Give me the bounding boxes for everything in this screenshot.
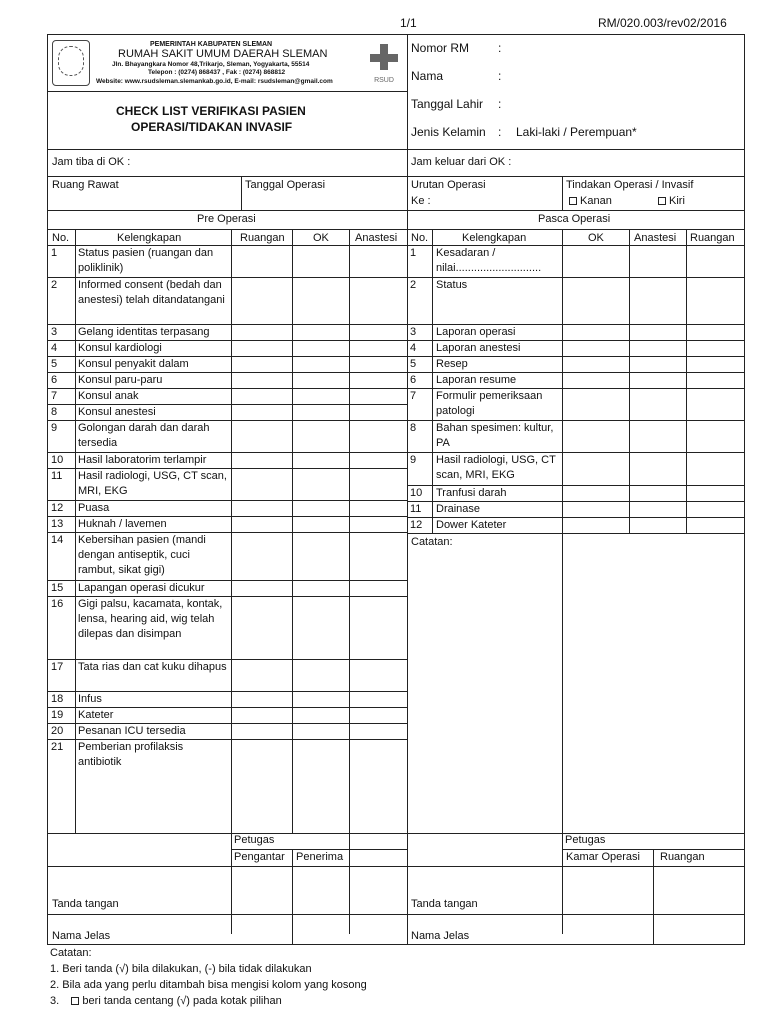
- rsud-logo-icon: [368, 42, 400, 84]
- row-item-text: Status: [436, 279, 468, 291]
- row-item-text: Tata rias dan cat kuku dihapus: [78, 661, 227, 673]
- footnote-3-number: 3.: [50, 995, 60, 1007]
- label-penerima: Penerima: [296, 851, 344, 863]
- row-number: 17: [51, 661, 64, 673]
- label-urutan-operasi: Urutan Operasi: [411, 179, 486, 191]
- label-tindakan: Tindakan Operasi / Invasif: [566, 179, 694, 191]
- pre-col-ruangan: Ruangan: [240, 232, 285, 244]
- row-number: 11: [410, 503, 422, 515]
- post-col-ruangan: Ruangan: [690, 232, 735, 244]
- row-item-text: Huknah / lavemen: [78, 518, 167, 530]
- row-item-text: Laporan operasi: [436, 326, 516, 338]
- pre-col-kelengkapan: Kelengkapan: [117, 232, 182, 244]
- pre-nama-jelas: Nama Jelas: [52, 930, 111, 942]
- pre-tanda-tangan: Tanda tangan: [52, 898, 119, 910]
- label-nomor-rm: Nomor RM: [411, 41, 470, 55]
- row-number: 10: [410, 487, 423, 499]
- row-number: 12: [51, 502, 64, 514]
- row-item-text: Konsul kardiologi: [78, 342, 162, 354]
- row-number: 6: [51, 374, 58, 386]
- label-tanggal-operasi: Tanggal Operasi: [245, 179, 326, 191]
- row-item-text: Tranfusi darah: [436, 487, 507, 499]
- option-kiri-label: Kiri: [669, 195, 685, 207]
- row-item-text: Bahan spesimen: kultur, PA: [436, 422, 554, 449]
- row-item-text: Laporan anestesi: [436, 342, 521, 354]
- row-item-text: Informed consent (bedah dan anestesi) telah ditandatangani: [78, 279, 225, 306]
- row-item-text: Konsul anestesi: [78, 406, 156, 418]
- colon: :: [498, 69, 502, 83]
- row-item-text: Puasa: [78, 502, 110, 514]
- row-item-text: Infus: [78, 693, 102, 705]
- footnotes: [50, 945, 367, 1009]
- label-pengantar: Pengantar: [234, 851, 285, 863]
- post-nama-jelas: Nama Jelas: [411, 930, 470, 942]
- row-item-text: Lapangan operasi dicukur: [78, 582, 205, 594]
- row-number: 8: [410, 422, 417, 434]
- label-jam-keluar: Jam keluar dari OK :: [411, 156, 512, 168]
- label-ke: Ke :: [411, 195, 431, 207]
- option-kiri[interactable]: [658, 195, 685, 208]
- row-item-text: Formulir pemeriksaan patologi: [436, 390, 543, 417]
- post-col-no: No.: [411, 232, 429, 244]
- row-item-text: Kesadaran / nilai............................: [436, 247, 542, 274]
- form-title-line2: OPERASI/TIDAKAN INVASIF: [131, 120, 293, 134]
- row-number: 5: [410, 358, 417, 370]
- row-item-text: Hasil radiologi, USG, CT scan, MRI, EKG: [436, 454, 556, 481]
- hospital-phone: Telepon : (0274) 868437 , Fak : (0274) 868812: [148, 69, 286, 76]
- colon: :: [498, 97, 502, 111]
- row-number: 8: [51, 406, 58, 418]
- row-item-text: Konsul paru-paru: [78, 374, 163, 386]
- row-number: 1: [51, 247, 58, 259]
- rsud-logo-text: RSUD: [374, 77, 394, 84]
- row-item-text: Laporan resume: [436, 374, 517, 386]
- row-number: 6: [410, 374, 417, 386]
- row-item-text: Gigi palsu, kacamata, kontak, lensa, hearing aid, wig telah dilepas dan disimpan: [78, 598, 223, 640]
- document-code: RM/020.003/rev02/2016: [598, 16, 727, 30]
- row-number: 21: [51, 741, 64, 753]
- colon: :: [498, 41, 502, 55]
- row-item-text: Konsul anak: [78, 390, 139, 402]
- row-number: 3: [51, 326, 58, 338]
- option-kanan[interactable]: [569, 195, 612, 208]
- pasca-operasi-title: Pasca Operasi: [538, 213, 611, 225]
- checkbox-icon: [569, 197, 577, 205]
- post-petugas-label: Petugas: [565, 834, 606, 846]
- label-kamar-operasi: Kamar Operasi: [566, 851, 640, 863]
- row-item-text: Resep: [436, 358, 468, 370]
- row-number: 5: [51, 358, 58, 370]
- pre-col-ok: OK: [313, 232, 329, 244]
- pre-petugas-label: Petugas: [234, 834, 275, 846]
- row-number: 20: [51, 725, 64, 737]
- row-number: 18: [51, 693, 64, 705]
- row-item-text: Status pasien (ruangan dan poliklinik): [78, 247, 214, 274]
- option-kanan-label: Kanan: [580, 195, 612, 207]
- footnote-3: [50, 993, 367, 1009]
- footnote-1: 1. Beri tanda (√) bila dilakukan, (-) bila tidak dilakukan: [50, 963, 312, 975]
- row-number: 2: [51, 279, 58, 291]
- row-number: 2: [410, 279, 417, 291]
- row-number: 9: [410, 454, 417, 466]
- label-jenis-kelamin: Jenis Kelamin: [411, 125, 486, 139]
- row-number: 15: [51, 582, 64, 594]
- row-number: 7: [410, 390, 417, 402]
- row-item-text: Hasil radiologi, USG, CT scan, MRI, EKG: [78, 470, 227, 497]
- row-item-text: Gelang identitas terpasang: [78, 326, 210, 338]
- post-col-anastesi: Anastesi: [634, 232, 677, 244]
- row-number: 9: [51, 422, 58, 434]
- label-ruang-rawat: Ruang Rawat: [52, 179, 119, 191]
- row-number: 16: [51, 598, 64, 610]
- row-number: 3: [410, 326, 417, 338]
- row-item-text: Kebersihan pasien (mandi dengan antiseptik, cuci rambut, sikat gigi): [78, 534, 206, 576]
- pre-col-anastesi: Anastesi: [355, 232, 398, 244]
- label-jam-tiba: Jam tiba di OK :: [52, 156, 131, 168]
- gender-options: Laki-laki / Perempuan*: [516, 125, 637, 139]
- gov-name: PEMERINTAH KABUPATEN SLEMAN: [150, 41, 273, 48]
- row-number: 10: [51, 454, 64, 466]
- hospital-name: RUMAH SAKIT UMUM DAERAH SLEMAN: [118, 48, 328, 60]
- row-item-text: Hasil laboratorim terlampir: [78, 454, 207, 466]
- form-title-line1: CHECK LIST VERIFIKASI PASIEN: [116, 104, 306, 118]
- row-number: 1: [410, 247, 417, 259]
- footnote-2: 2. Bila ada yang perlu ditambah bisa mengisi kolom yang kosong: [50, 979, 367, 991]
- post-tanda-tangan: Tanda tangan: [411, 898, 478, 910]
- checkbox-icon: [71, 997, 79, 1005]
- row-number: 11: [51, 470, 63, 482]
- hospital-address: Jln. Bhayangkara Nomor 48,Trikarjo, Sleman, Yogyakarta, 55514: [112, 61, 310, 68]
- label-nama: Nama: [411, 69, 444, 83]
- row-number: 19: [51, 709, 64, 721]
- row-number: 12: [410, 519, 423, 531]
- post-col-kelengkapan: Kelengkapan: [462, 232, 527, 244]
- hospital-web: Website: www.rsudsleman.slemankab.go.id, E-mail: rsudsleman@gmail.com: [96, 78, 333, 85]
- pre-operasi-title: Pre Operasi: [197, 213, 256, 225]
- row-item-text: Drainase: [436, 503, 481, 515]
- label-ruangan: Ruangan: [660, 851, 705, 863]
- row-number: 13: [51, 518, 64, 530]
- row-item-text: Dower Kateter: [436, 519, 507, 531]
- post-col-ok: OK: [588, 232, 604, 244]
- pre-col-no: No.: [52, 232, 70, 244]
- sleman-seal-icon: [52, 40, 90, 86]
- pasca-catatan-label: Catatan:: [411, 536, 453, 548]
- row-item-text: Kateter: [78, 709, 114, 721]
- row-number: 14: [51, 534, 64, 546]
- row-number: 4: [51, 342, 58, 354]
- label-tanggal-lahir: Tanggal Lahir: [411, 97, 484, 111]
- footnote-title: Catatan:: [50, 947, 92, 959]
- footnote-3-text: beri tanda centang (√) pada kotak pilihan: [82, 995, 282, 1007]
- row-item-text: Pemberian profilaksis antibiotik: [78, 741, 184, 768]
- row-number: 4: [410, 342, 417, 354]
- colon: :: [498, 125, 502, 139]
- page-number: 1/1: [400, 16, 417, 30]
- row-item-text: Pesanan ICU tersedia: [78, 725, 186, 737]
- row-number: 7: [51, 390, 58, 402]
- row-item-text: Golongan darah dan darah tersedia: [78, 422, 210, 449]
- row-item-text: Konsul penyakit dalam: [78, 358, 189, 370]
- checkbox-icon: [658, 197, 666, 205]
